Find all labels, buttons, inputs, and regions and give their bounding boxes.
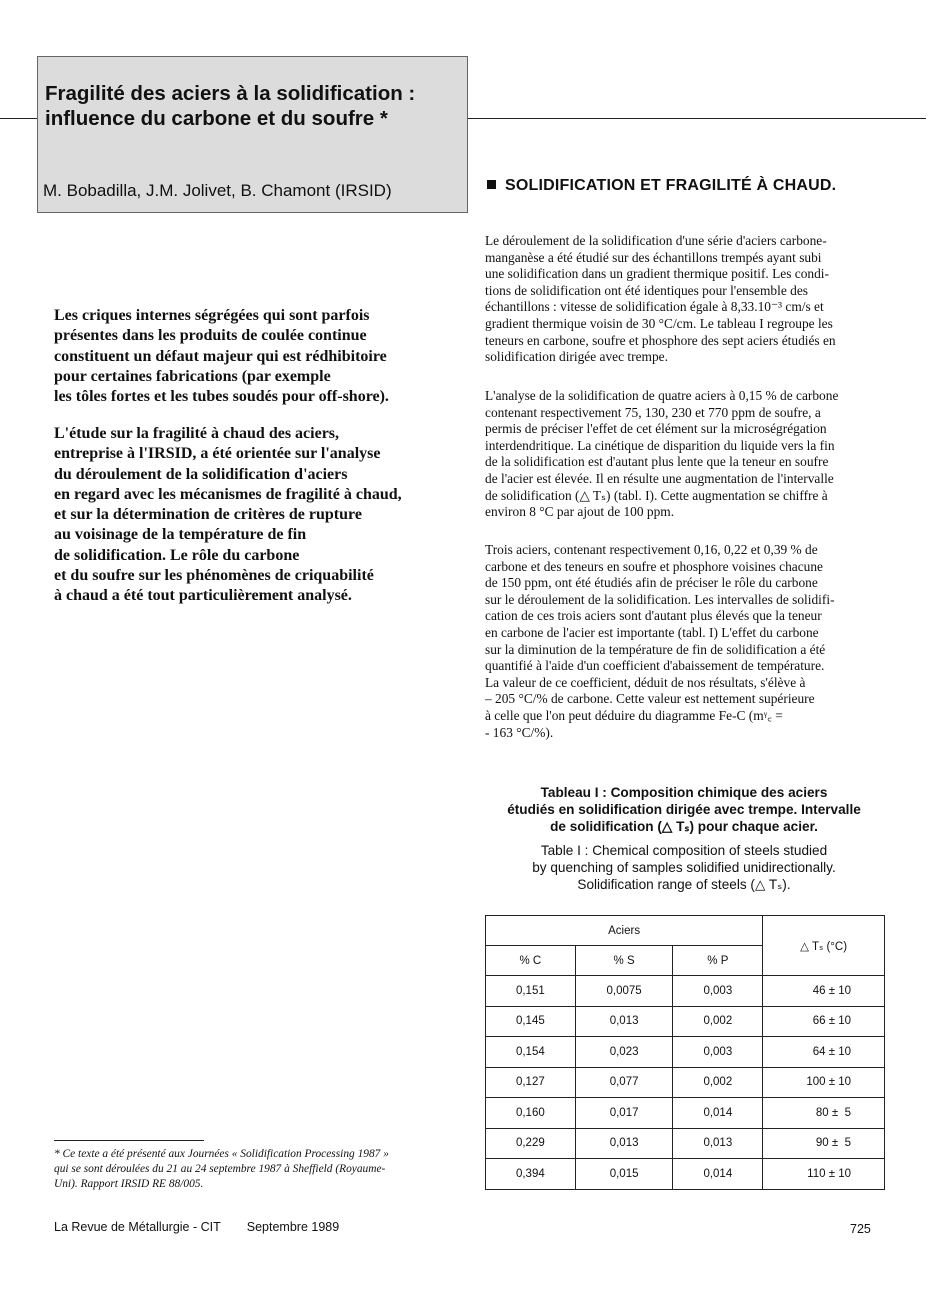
- footnote-divider: [54, 1140, 204, 1141]
- table-cell: 0,003: [673, 976, 763, 1007]
- table-column-header: % C: [486, 946, 576, 976]
- caption-line: Table I : Chemical composition of steels studied: [540, 843, 828, 858]
- abstract-line: à chaud a été tout particulièrement analysé.: [54, 587, 352, 605]
- table-cell: 0,145: [486, 1006, 576, 1037]
- table-column-header: % P: [673, 946, 763, 976]
- table-cell: 64 ± 10: [763, 1037, 885, 1068]
- body-line: Trois aciers, contenant respectivement 0,16, 0,22 et 0,39 % de: [485, 542, 818, 557]
- body-line: quantifié à l'aide d'un coefficient d'abaissement de température.: [485, 658, 825, 674]
- table-row: [486, 1006, 885, 1037]
- table-cell: 110 ± 10: [763, 1159, 885, 1190]
- body-paragraph-1: [485, 233, 883, 366]
- caption-line: étudiés en solidification dirigée avec trempe. Intervalle: [507, 802, 861, 817]
- body-line: sur la diminution de la température de fin de solidification a été: [485, 641, 826, 657]
- abstract-line: du déroulement de la solidification d'aciers: [54, 465, 348, 483]
- header-rule-right: [468, 118, 926, 119]
- table-group-header: Aciers: [486, 916, 763, 946]
- abstract-line: et sur la détermination de critères de rupture: [54, 506, 362, 524]
- body-line: sur le déroulement de la solidification. Les intervalles de solidifi-: [485, 591, 835, 607]
- abstract-paragraph-2: [54, 424, 444, 607]
- table-cell: 0,013: [575, 1006, 673, 1037]
- issue-date: Septembre 1989: [246, 1220, 340, 1234]
- body-line: échantillons : vitesse de solidification égale à 8,33.10⁻³ cm/s et: [485, 299, 824, 315]
- abstract-line: présentes dans les produits de coulée continue: [54, 327, 367, 345]
- table-cell: 0,002: [673, 1067, 763, 1098]
- caption-line: Tableau I : Composition chimique des aciers: [540, 785, 828, 800]
- table-row: [486, 1159, 885, 1190]
- body-line: gradient thermique voisin de 30 °C/cm. Le tableau I regroupe les: [485, 315, 833, 331]
- table-cell: 0,154: [486, 1037, 576, 1068]
- table-cell: 0,023: [575, 1037, 673, 1068]
- caption-line: Solidification range of steels (△ Tₛ).: [577, 877, 791, 892]
- footnote: [54, 1147, 454, 1192]
- body-line: contenant respectivement 75, 130, 230 et 770 ppm de soufre, a: [485, 404, 821, 420]
- table-caption-french: [484, 784, 884, 835]
- table-row: [486, 976, 885, 1007]
- authors: M. Bobadilla, J.M. Jolivet, B. Chamont (IRSID): [43, 181, 392, 200]
- table-row: [486, 1067, 885, 1098]
- abstract-line: Les criques internes ségrégées qui sont parfois: [54, 307, 370, 324]
- body-line: de l'acier est élevée. Il en résulte une augmentation de l'intervalle: [485, 470, 834, 486]
- abstract-line: pour certaines fabrications (par exemple: [54, 367, 331, 385]
- abstract-line: et du soufre sur les phénomènes de criquabilité: [54, 567, 374, 585]
- table-cell: 100 ± 10: [763, 1067, 885, 1098]
- header-rule-left: [0, 118, 37, 119]
- body-line: – 205 °C/% de carbone. Cette valeur est nettement supérieure: [485, 691, 815, 707]
- body-line: - 163 °C/%).: [485, 724, 554, 740]
- body-line: carbone et des teneurs en soufre et phosphore voisines chacune: [485, 558, 823, 574]
- caption-line: by quenching of samples solidified unidirectionally.: [532, 860, 836, 875]
- body-line: tions de solidification ont été identiques pour l'ensemble des: [485, 282, 808, 298]
- table-cell: 0,003: [673, 1037, 763, 1068]
- caption-line: de solidification (△ Tₛ) pour chaque acier.: [550, 819, 818, 834]
- body-line: de 150 ppm, ont été étudiés afin de préciser le rôle du carbone: [485, 575, 818, 591]
- abstract-line: entreprise à l'IRSID, a été orientée sur l'analyse: [54, 445, 381, 463]
- abstract-line: au voisinage de la température de fin: [54, 526, 307, 544]
- body-line: une solidification dans un gradient thermique positif. Les condi-: [485, 266, 829, 282]
- page-number: 725: [850, 1222, 871, 1236]
- body-line: environ 8 °C par ajout de 100 ppm.: [485, 504, 675, 520]
- table-column-header: % S: [575, 946, 673, 976]
- table-cell: 0,077: [575, 1067, 673, 1098]
- table-cell: 0,017: [575, 1098, 673, 1129]
- table-row: [486, 1037, 885, 1068]
- body-line: cation de ces trois aciers sont d'autant plus élevés que la teneur: [485, 608, 822, 624]
- body-line: manganèse a été étudié sur des échantillons trempés ayant subi: [485, 249, 822, 265]
- table-cell: 0,015: [575, 1159, 673, 1190]
- abstract-line: en regard avec les mécanismes de fragilité à chaud,: [54, 485, 402, 503]
- table-cell: 0,002: [673, 1006, 763, 1037]
- table-cell: 66 ± 10: [763, 1006, 885, 1037]
- square-bullet-icon: [487, 180, 496, 189]
- body-line: de la solidification est d'autant plus lente que la teneur en soufre: [485, 454, 829, 470]
- journal-name: La Revue de Métallurgie - CIT: [54, 1220, 221, 1234]
- table-range-header: △ Tₛ (°C): [763, 916, 885, 976]
- section-heading-text: SOLIDIFICATION ET FRAGILITÉ À CHAUD.: [505, 177, 837, 194]
- body-line: teneurs en carbone, soufre et phosphore des sept aciers étudiés en: [485, 332, 836, 348]
- table-cell: 0,0075: [575, 976, 673, 1007]
- table-caption-english: [484, 842, 884, 893]
- table-cell: 0,160: [486, 1098, 576, 1129]
- table-cell: 0,013: [575, 1128, 673, 1159]
- table-cell: 90 ± 5: [763, 1128, 885, 1159]
- composition-table: [485, 915, 885, 1190]
- title-line: influence du carbone et du soufre *: [45, 107, 388, 130]
- body-line: permis de préciser l'effet de cet élément sur la microségrégation: [485, 421, 827, 437]
- abstract-line: L'étude sur la fragilité à chaud des aciers,: [54, 425, 340, 442]
- body-line: Le déroulement de la solidification d'une série d'aciers carbone-: [485, 233, 827, 248]
- body-line: solidification dirigée avec trempe.: [485, 349, 668, 365]
- article-title: [45, 81, 475, 131]
- body-line: à celle que l'on peut déduire du diagramme Fe-C (mᵞ꜀ =: [485, 707, 783, 723]
- table-cell: 0,127: [486, 1067, 576, 1098]
- abstract-paragraph-1: [54, 306, 444, 407]
- table-row: [486, 1098, 885, 1129]
- body-paragraph-2: [485, 388, 883, 521]
- body-line: La valeur de ce coefficient, déduit de nos résultats, s'élève à: [485, 674, 806, 690]
- table-cell: 0,151: [486, 976, 576, 1007]
- table-cell: 0,014: [673, 1159, 763, 1190]
- title-line: Fragilité des aciers à la solidification :: [45, 82, 416, 105]
- body-paragraph-3: [485, 542, 883, 741]
- footnote-line: * Ce texte a été présenté aux Journées « Solidification Processing 1987 »: [54, 1148, 389, 1160]
- abstract-line: de solidification. Le rôle du carbone: [54, 546, 300, 564]
- footnote-line: Uni). Rapport IRSID RE 88/005.: [54, 1178, 204, 1190]
- abstract-line: les tôles fortes et les tubes soudés pour off-shore).: [54, 388, 389, 406]
- body-line: L'analyse de la solidification de quatre aciers à 0,15 % de carbone: [485, 388, 839, 403]
- table-cell: 0,229: [486, 1128, 576, 1159]
- table-cell: 46 ± 10: [763, 976, 885, 1007]
- page-footer: [54, 1220, 339, 1234]
- table-cell: 0,013: [673, 1128, 763, 1159]
- table-cell: 0,394: [486, 1159, 576, 1190]
- body-line: en carbone de l'acier est importante (tabl. I) L'effet du carbone: [485, 624, 819, 640]
- body-line: de solidification (△ Tₛ) (tabl. I). Cette augmentation se chiffre à: [485, 487, 828, 503]
- body-line: interdendritique. La cinétique de disparition du liquide vers la fin: [485, 437, 835, 453]
- table-row: [486, 1128, 885, 1159]
- table-cell: 80 ± 5: [763, 1098, 885, 1129]
- table-cell: 0,014: [673, 1098, 763, 1129]
- section-heading: [487, 177, 836, 195]
- abstract-line: constituent un défaut majeur qui est rédhibitoire: [54, 347, 387, 365]
- footnote-line: qui se sont déroulées du 21 au 24 septembre 1987 à Sheffield (Royaume-: [54, 1163, 386, 1175]
